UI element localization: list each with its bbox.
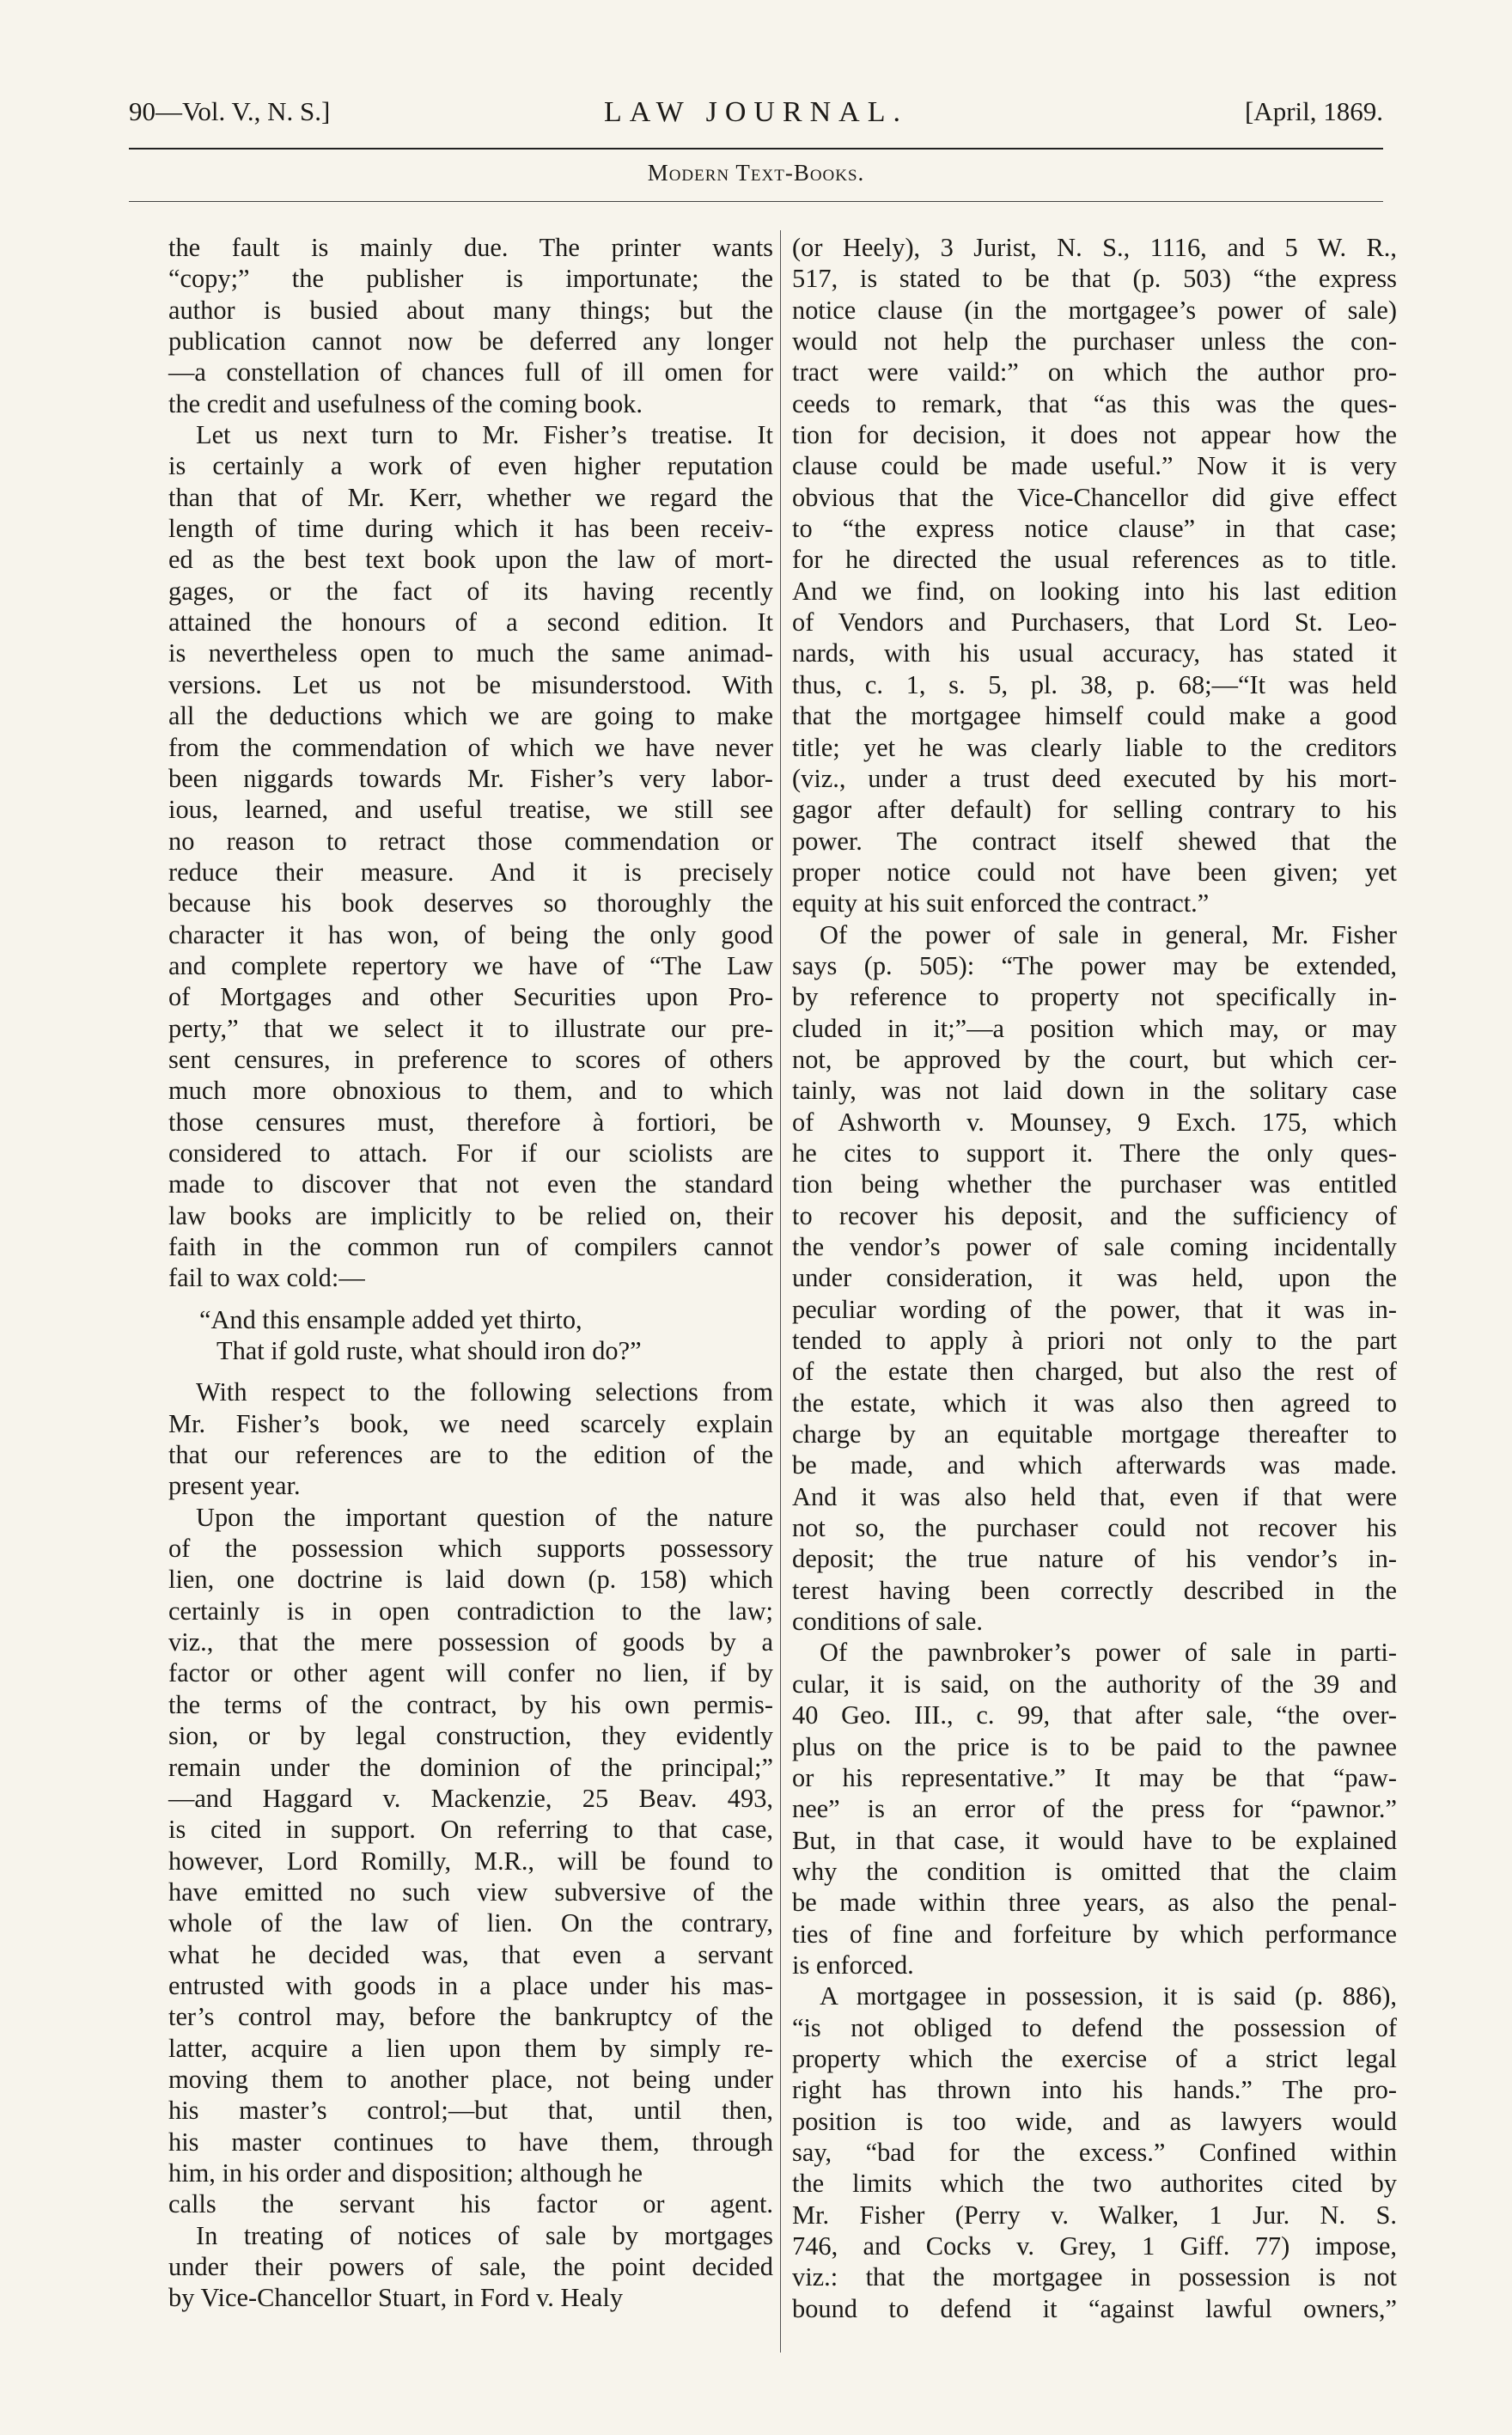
text-line: clause could be made useful.” Now it is very [792,451,1397,481]
text-line: Mr. Fisher (Perry v. Walker, 1 Jur. N. S. [792,2200,1397,2230]
text-line: tract were vaild:” on which the author pro- [792,357,1397,388]
text-line: And it was also held that, even if that were [792,1481,1397,1511]
text-line: right has thrown into his hands.” The pro- [792,2075,1397,2105]
text-line: Of the pawnbroker’s power of sale in parti- [820,1638,1397,1668]
text-line: and complete repertory we have of “The Law [168,950,773,980]
text-line: why the condition is omitted that the claim [792,1856,1397,1886]
text-line: be made, and which afterwards was made. [792,1450,1397,1480]
text-line: under their powers of sale, the point decided [168,2252,773,2281]
text-line: peculiar wording of the power, that it was in- [792,1294,1397,1324]
text-line: “And this ensample added yet thirto, [199,1304,582,1334]
text-line: (viz., under a trust deed executed by his mort- [792,763,1397,793]
text-line: “is not obliged to defend the possession of [792,2012,1397,2042]
text-line: 746, and Cocks v. Grey, 1 Giff. 77) impose, [792,2231,1397,2261]
text-line: A mortgagee in possession, it is said (p. 886), [820,1981,1397,2011]
text-line: nards, with his usual accuracy, has stated it [792,638,1397,668]
text-line: for he directed the usual references as to title. [792,545,1397,575]
text-line: (or Heely), 3 Jurist, N. S., 1116, and 5 W. R., [792,233,1397,262]
text-line: sent censures, in preference to scores of others [168,1044,773,1074]
text-line: moving them to another place, not being under [168,2064,773,2094]
text-line: fail to wax cold:— [168,1263,365,1293]
text-line: of Vendors and Purchasers, that Lord St. Leo- [792,607,1397,638]
text-line: by reference to property not specifically in- [792,982,1397,1012]
text-line: is cited in support. On referring to that case, [168,1815,773,1845]
running-head [129,96,1383,139]
text-line: author is busied about many things; but the [168,295,773,325]
text-line: law books are implicitly to be relied on, their [168,1200,773,1230]
text-line: “copy;” the publisher is importunate; the [168,264,773,294]
text-line: considered to attach. For if our sciolists are [168,1138,773,1168]
text-line: is nevertheless open to much the same animad- [168,638,773,668]
text-line: character it has won, of being the only good [168,919,773,949]
text-line: —a constellation of chances full of ill omen for [168,357,773,388]
text-line: proper notice could not have been given; yet [792,857,1397,887]
section-rule [129,201,1383,202]
text-line: But, in that case, it would have to be explained [792,1825,1397,1855]
left-column [168,232,773,2314]
text-line: In treating of notices of sale by mortgages [196,2220,773,2250]
text-line: terest having been correctly described in the [792,1575,1397,1605]
text-line: 40 Geo. III., c. 99, that after sale, “the over- [792,1700,1397,1730]
text-line: And we find, on looking into his last edition [792,576,1397,606]
text-line: tended to apply à priori not only to the part [792,1326,1397,1356]
text-line: the estate, which it was also then agreed to [792,1388,1397,1418]
text-line: what he decided was, that even a servant [168,1939,773,1969]
text-line: faith in the common run of compilers cannot [168,1232,773,1261]
text-line: ious, learned, and useful treatise, we still see [168,795,773,825]
text-line: made to discover that not even the standard [168,1169,773,1199]
text-line: charge by an equitable mortgage thereafter to [792,1419,1397,1449]
text-line: equity at his suit enforced the contract.” [792,888,1210,918]
text-line: of Mortgages and other Securities upon Pro- [168,982,773,1012]
text-line: cular, it is said, on the authority of the 39 and [792,1669,1397,1699]
text-line: the terms of the contract, by his own permis- [168,1689,773,1719]
paragraph-gap [168,1366,773,1376]
text-line: the vendor’s power of sale coming incidentally [792,1232,1397,1261]
text-line: versions. Let us not be misunderstood. With [168,669,773,699]
text-line: position is too wide, and as lawyers would [792,2106,1397,2136]
text-line: him, in his order and disposition; although he [168,2157,643,2188]
text-line: publication cannot now be deferred any longer [168,326,773,357]
text-line: viz., that the mere possession of goods by a [168,1627,773,1657]
text-line: ceeds to remark, that “as this was the ques- [792,388,1397,418]
text-line: whole of the law of lien. On the contrary, [168,1908,773,1938]
text-line: With respect to the following selections from [196,1377,773,1407]
text-line: title; yet he was clearly liable to the creditors [792,732,1397,762]
text-line: to “the express notice clause” in that case; [792,514,1397,544]
text-line: ed as the best text book upon the law of mort- [168,545,773,575]
text-line: to recover his deposit, and the sufficiency of [792,1200,1397,1230]
text-line: the fault is mainly due. The printer wants [168,233,773,262]
text-line: not so, the purchaser could not recover his [792,1513,1397,1543]
text-line: the limits which the two authorites cited by [792,2169,1397,2199]
text-line: —and Haggard v. Mackenzie, 25 Beav. 493, [168,1783,773,1813]
text-line: tion being whether the purchaser was entitled [792,1169,1397,1199]
text-line: his master continues to have them, through [168,2127,773,2157]
text-line: factor or other agent will confer no lien, if by [168,1658,773,1688]
text-line: much more obnoxious to them, and to which [168,1076,773,1106]
text-line: is enforced. [792,1950,914,1980]
header-rule [129,148,1383,150]
text-line: reduce their measure. And it is precisely [168,857,773,887]
text-line: remain under the dominion of the principal;” [168,1752,773,1782]
text-line: ties of fine and forfeiture by which performance [792,1919,1397,1949]
text-line: is certainly a work of even higher reputation [168,451,773,481]
text-line: tion for decision, it does not appear how the [792,420,1397,450]
text-line: would not help the purchaser unless the con- [792,326,1397,357]
text-line: no reason to retract those commendation or [168,826,773,856]
text-line: nee” is an error of the press for “pawnor.” [792,1794,1397,1824]
text-line: say, “bad for the excess.” Confined within [792,2137,1397,2167]
text-line: of the estate then charged, but also the rest of [792,1357,1397,1387]
text-line: cluded in it;”—a position which may, or may [792,1013,1397,1043]
text-line: notice clause (in the mortgagee’s power of sale) [792,295,1397,325]
text-line: length of time during which it has been receiv- [168,514,773,544]
text-line: conditions of sale. [792,1607,983,1637]
text-line: 517, is stated to be that (p. 503) “the express [792,264,1397,294]
text-line: been niggards towards Mr. Fisher’s very labor- [168,763,773,793]
text-line: obvious that the Vice-Chancellor did give effect [792,482,1397,512]
text-line: tainly, was not laid down in the solitary case [792,1076,1397,1106]
text-line: his master’s control;—but that, until then, [168,2096,773,2126]
volume-number: 90—Vol. V., N. S.] [129,96,331,126]
text-line: Upon the important question of the nature [196,1502,773,1532]
text-line: viz.: that the mortgagee in possession is not [792,2262,1397,2292]
text-line: or his representative.” It may be that “paw- [792,1762,1397,1792]
text-line: the credit and usefulness of the coming book. [168,388,643,418]
text-line: that the mortgagee himself could make a good [792,701,1397,731]
text-line: Let us next turn to Mr. Fisher’s treatise. It [196,420,773,450]
text-line: of the possession which supports possessory [168,1534,773,1564]
text-line: Of the power of sale in general, Mr. Fisher [820,919,1397,949]
column-divider [780,230,781,2353]
text-line: That if gold ruste, what should iron do?” [216,1336,642,1366]
journal-title: LAW JOURNAL. [604,96,908,128]
text-line: that our references are to the edition of the [168,1440,773,1470]
text-line: calls the servant his factor or agent. [168,2189,773,2219]
text-line: Mr. Fisher’s book, we need scarcely explain [168,1408,773,1438]
text-line: ter’s control may, before the bankruptcy of the [168,2002,773,2032]
text-line: all the deductions which we are going to make [168,701,773,731]
section-title: Modern Text-Books. [647,160,865,186]
text-line: present year. [168,1471,301,1501]
text-line: lien, one doctrine is laid down (p. 158) which [168,1565,773,1595]
text-line: of Ashworth v. Mounsey, 9 Exch. 175, which [792,1107,1397,1137]
text-line: latter, acquire a lien upon them by simply re- [168,2033,773,2063]
text-line: plus on the price is to be paid to the pawnee [792,1731,1397,1761]
text-line: entrusted with goods in a place under his mas- [168,1970,773,2000]
text-line: attained the honours of a second edition. It [168,607,773,638]
text-line: than that of Mr. Kerr, whether we regard the [168,482,773,512]
text-line: power. The contract itself shewed that the [792,826,1397,856]
text-line: says (p. 505): “The power may be extended, [792,950,1397,980]
text-line: thus, c. 1, s. 5, pl. 38, p. 68;—“It was held [792,669,1397,699]
text-line: gages, or the fact of its having recently [168,576,773,606]
text-line: have emitted no such view subversive of the [168,1877,773,1907]
text-line: he cites to support it. There the only ques- [792,1138,1397,1168]
text-line: under consideration, it was held, upon the [792,1263,1397,1293]
text-line: from the commendation of which we have never [168,732,773,762]
text-line: not, be approved by the court, but which cer- [792,1044,1397,1074]
text-line: sion, or by legal construction, they evidently [168,1721,773,1751]
text-line: those censures must, therefore à fortiori, be [168,1107,773,1137]
right-column [792,232,1397,2324]
text-line: by Vice-Chancellor Stuart, in Ford v. Healy [168,2283,624,2313]
paragraph-gap [168,1294,773,1304]
text-line: deposit; the true nature of his vendor’s in- [792,1544,1397,1574]
text-line: perty,” that we select it to illustrate our pre- [168,1013,773,1043]
text-line: gagor after default) for selling contrary to his [792,795,1397,825]
issue-date: [April, 1869. [1244,96,1383,126]
text-line: because his book deserves so thoroughly the [168,888,773,918]
text-line: however, Lord Romilly, M.R., will be found to [168,1846,773,1876]
text-line: property which the exercise of a strict legal [792,2043,1397,2073]
text-line: certainly is in open contradiction to the law; [168,1596,773,1626]
text-line: be made within three years, as also the penal- [792,1888,1397,1918]
text-line: bound to defend it “against lawful owners,” [792,2293,1397,2323]
